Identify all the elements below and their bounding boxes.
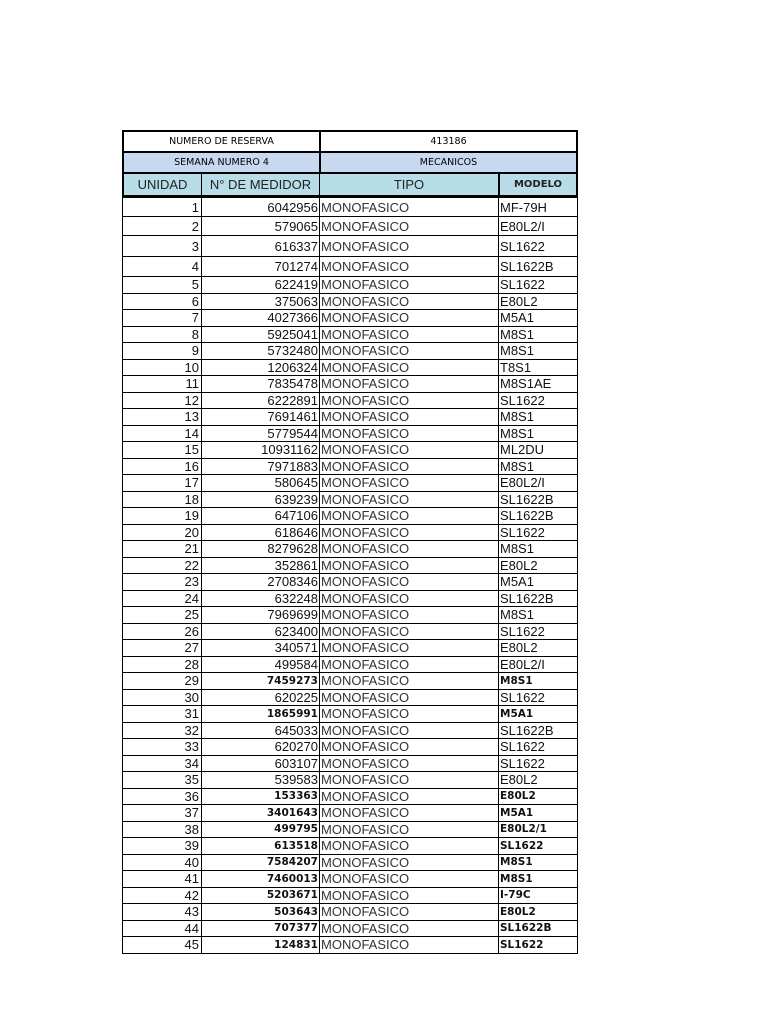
cell-unidad: 8 [123, 327, 202, 343]
cell-tipo: MONOFASICO [321, 557, 410, 573]
table-row [123, 326, 577, 343]
cell-modelo: SL1622B [498, 723, 577, 739]
table-row [123, 342, 577, 359]
table-row [123, 606, 577, 623]
table-row [123, 507, 577, 524]
cell-modelo: E80L2 [498, 789, 577, 805]
cell-tipo: MONOFASICO [321, 442, 410, 458]
cell-unidad: 20 [123, 525, 202, 541]
cell-unidad: 42 [123, 888, 202, 904]
cell-modelo: M8S1 [498, 673, 577, 689]
table-row [123, 788, 577, 805]
cell-unidad: 10 [123, 360, 202, 376]
cell-tipo: MONOFASICO [321, 838, 410, 854]
cell-unidad: 15 [123, 442, 202, 458]
table-row [123, 672, 577, 689]
cell-modelo: M8S1 [498, 327, 577, 343]
table-row [123, 524, 577, 541]
cell-tipo: MONOFASICO [321, 821, 410, 837]
cell-modelo: SL1622 [498, 393, 577, 409]
table-row [123, 854, 577, 871]
cell-medidor: 499795 [202, 822, 320, 838]
cell-unidad: 38 [123, 822, 202, 838]
cell-medidor: 701274 [202, 257, 320, 276]
cell-medidor: 4027366 [202, 310, 320, 326]
table-row [123, 722, 577, 739]
cell-medidor: 7971883 [202, 459, 320, 475]
reserva-value: 413186 [430, 136, 467, 147]
cell-medidor: 539583 [202, 772, 320, 788]
cell-unidad: 3 [123, 236, 202, 256]
cell-tipo: MONOFASICO [321, 656, 410, 672]
cell-medidor: 580645 [202, 475, 320, 491]
cell-modelo: SL1622B [498, 492, 577, 508]
cell-medidor: 7835478 [202, 376, 320, 392]
table-row [123, 804, 577, 821]
table-row [123, 392, 577, 409]
table-row [123, 441, 577, 458]
cell-modelo: SL1622B [498, 257, 577, 276]
table-row [123, 293, 577, 310]
cell-unidad: 40 [123, 855, 202, 871]
cell-tipo: MONOFASICO [321, 458, 410, 474]
cell-modelo: M8S1 [498, 343, 577, 359]
cell-medidor: 1865991 [202, 706, 320, 722]
cell-tipo: MONOFASICO [321, 409, 410, 425]
cell-unidad: 37 [123, 805, 202, 821]
table-row [123, 276, 577, 293]
cell-tipo: MONOFASICO [321, 755, 410, 771]
table-row [123, 903, 577, 920]
cell-tipo: MONOFASICO [321, 706, 410, 722]
table-row [123, 256, 577, 276]
cell-modelo: M8S1 [498, 459, 577, 475]
header-medidor: N° DE MEDIDOR [202, 174, 320, 195]
cell-unidad: 2 [123, 217, 202, 235]
cell-unidad: 30 [123, 690, 202, 706]
cell-modelo: E80L2 [498, 640, 577, 656]
table-row [123, 375, 577, 392]
table-body [122, 197, 578, 954]
cell-medidor: 579065 [202, 217, 320, 235]
cell-tipo: MONOFASICO [321, 607, 410, 623]
cell-unidad: 18 [123, 492, 202, 508]
cell-tipo: MONOFASICO [321, 920, 410, 936]
cell-unidad: 22 [123, 558, 202, 574]
table-row [123, 738, 577, 755]
table-row [123, 623, 577, 640]
cell-unidad: 25 [123, 607, 202, 623]
cell-medidor: 503643 [202, 904, 320, 920]
cell-tipo: MONOFASICO [321, 673, 410, 689]
table-row [123, 936, 577, 953]
table-row [123, 639, 577, 656]
cell-modelo: SL1622 [498, 739, 577, 755]
cell-medidor: 6042956 [202, 198, 320, 216]
cell-medidor: 645033 [202, 723, 320, 739]
cell-tipo: MONOFASICO [321, 904, 410, 920]
cell-medidor: 647106 [202, 508, 320, 524]
cell-modelo: E80L2 [498, 772, 577, 788]
table-row [123, 590, 577, 607]
cell-modelo: E80L2 [498, 294, 577, 310]
cell-unidad: 7 [123, 310, 202, 326]
cell-modelo: E80L2/I [498, 217, 577, 235]
cell-medidor: 620225 [202, 690, 320, 706]
cell-tipo: MONOFASICO [321, 293, 410, 309]
cell-tipo: MONOFASICO [321, 359, 410, 375]
cell-modelo: M5A1 [498, 805, 577, 821]
table-row [123, 771, 577, 788]
cell-unidad: 4 [123, 257, 202, 276]
cell-medidor: 5732480 [202, 343, 320, 359]
table-row [123, 870, 577, 887]
cell-tipo: MONOFASICO [321, 425, 410, 441]
cell-medidor: 7459273 [202, 673, 320, 689]
cell-modelo: M5A1 [498, 706, 577, 722]
cell-tipo: MONOFASICO [321, 524, 410, 540]
cell-unidad: 6 [123, 294, 202, 310]
cell-modelo: SL1622 [498, 236, 577, 256]
cell-tipo: MONOFASICO [321, 259, 410, 274]
cell-tipo: MONOFASICO [321, 854, 410, 870]
cell-modelo: SL1622 [498, 525, 577, 541]
cell-medidor: 153363 [202, 789, 320, 805]
table-row [123, 821, 577, 838]
cell-unidad: 24 [123, 591, 202, 607]
cell-modelo: E80L2 [498, 904, 577, 920]
reserva-row [122, 130, 578, 153]
cell-modelo: SL1622B [498, 921, 577, 937]
cell-tipo: MONOFASICO [321, 937, 410, 953]
cell-tipo: MONOFASICO [321, 238, 410, 254]
cell-medidor: 603107 [202, 756, 320, 772]
cell-unidad: 26 [123, 624, 202, 640]
cell-unidad: 21 [123, 541, 202, 557]
cell-tipo: MONOFASICO [321, 805, 410, 821]
cell-tipo: MONOFASICO [321, 722, 410, 738]
table-row [123, 755, 577, 772]
cell-modelo: M8S1 [498, 426, 577, 442]
table-row [123, 573, 577, 590]
semana-label: SEMANA NUMERO 4 [124, 153, 321, 172]
cell-modelo: M8S1 [498, 607, 577, 623]
cell-tipo: MONOFASICO [321, 343, 410, 359]
table-row [123, 235, 577, 256]
cell-tipo: MONOFASICO [321, 199, 410, 215]
cell-medidor: 340571 [202, 640, 320, 656]
cell-modelo: SL1622B [498, 591, 577, 607]
table-row [123, 557, 577, 574]
table-row [123, 359, 577, 376]
header-modelo: MODELO [498, 172, 578, 197]
reserva-label: NUMERO DE RESERVA [124, 132, 321, 151]
cell-modelo: SL1622 [498, 756, 577, 772]
cell-unidad: 45 [123, 937, 202, 953]
cell-tipo: MONOFASICO [321, 887, 410, 903]
cell-medidor: 3401643 [202, 805, 320, 821]
cell-unidad: 9 [123, 343, 202, 359]
cell-tipo: MONOFASICO [321, 376, 410, 392]
cell-modelo: E80L2 [498, 558, 577, 574]
cell-modelo: SL1622 [498, 690, 577, 706]
cell-unidad: 39 [123, 838, 202, 854]
cell-modelo: ML2DU [498, 442, 577, 458]
cell-medidor: 5203671 [202, 888, 320, 904]
cell-unidad: 43 [123, 904, 202, 920]
cell-medidor: 623400 [202, 624, 320, 640]
cell-unidad: 29 [123, 673, 202, 689]
cell-medidor: 7584207 [202, 855, 320, 871]
cell-modelo: E80L2/I [498, 475, 577, 491]
cell-tipo: MONOFASICO [321, 541, 410, 557]
cell-unidad: 28 [123, 657, 202, 673]
cell-tipo: MONOFASICO [321, 491, 410, 507]
cell-modelo: M5A1 [498, 310, 577, 326]
table-row [123, 216, 577, 235]
cell-modelo: E80L2/1 [498, 822, 577, 838]
cell-unidad: 11 [123, 376, 202, 392]
cell-unidad: 16 [123, 459, 202, 475]
cell-unidad: 12 [123, 393, 202, 409]
cell-medidor: 352861 [202, 558, 320, 574]
table-row [123, 689, 577, 706]
cell-unidad: 35 [123, 772, 202, 788]
cell-modelo: M8S1 [498, 871, 577, 887]
cell-tipo: MONOFASICO [321, 772, 410, 788]
cell-tipo: MONOFASICO [321, 623, 410, 639]
cell-unidad: 14 [123, 426, 202, 442]
cell-unidad: 32 [123, 723, 202, 739]
cell-tipo: MONOFASICO [321, 508, 410, 524]
cell-medidor: 616337 [202, 236, 320, 256]
cell-medidor: 618646 [202, 525, 320, 541]
cell-modelo: SL1622B [498, 508, 577, 524]
cell-tipo: MONOFASICO [321, 788, 410, 804]
cell-tipo: MONOFASICO [321, 871, 410, 887]
cell-medidor: 632248 [202, 591, 320, 607]
table-row [123, 656, 577, 673]
table-row [123, 197, 577, 216]
cell-unidad: 36 [123, 789, 202, 805]
cell-unidad: 41 [123, 871, 202, 887]
cell-tipo: MONOFASICO [321, 392, 410, 408]
table-row [123, 491, 577, 508]
cell-medidor: 5925041 [202, 327, 320, 343]
table-row [123, 425, 577, 442]
cell-tipo: MONOFASICO [321, 310, 410, 326]
cell-tipo: MONOFASICO [321, 739, 410, 755]
cell-modelo: SL1622 [498, 277, 577, 293]
cell-unidad: 27 [123, 640, 202, 656]
header-tipo: TIPO [393, 177, 425, 192]
cell-medidor: 1206324 [202, 360, 320, 376]
cell-medidor: 499584 [202, 657, 320, 673]
cell-tipo: MONOFASICO [321, 277, 410, 293]
cell-medidor: 375063 [202, 294, 320, 310]
cell-modelo: M8S1AE [498, 376, 577, 392]
cell-tipo: MONOFASICO [321, 689, 410, 705]
cell-modelo: I-79C [498, 888, 577, 904]
cell-unidad: 33 [123, 739, 202, 755]
meter-table [122, 130, 578, 954]
cell-unidad: 34 [123, 756, 202, 772]
cell-unidad: 13 [123, 409, 202, 425]
cell-medidor: 5779544 [202, 426, 320, 442]
column-header-row [122, 174, 578, 197]
cell-tipo: MONOFASICO [321, 218, 410, 234]
cell-modelo: SL1622 [498, 624, 577, 640]
header-unidad: UNIDAD [124, 174, 202, 195]
table-row [123, 474, 577, 491]
table-row [123, 408, 577, 425]
cell-modelo: M8S1 [498, 855, 577, 871]
cell-unidad: 44 [123, 921, 202, 937]
cell-modelo: SL1622 [498, 937, 577, 953]
cell-unidad: 19 [123, 508, 202, 524]
cell-modelo: M5A1 [498, 574, 577, 590]
cell-tipo: MONOFASICO [321, 590, 410, 606]
cell-modelo: MF-79H [498, 198, 577, 216]
table-row [123, 540, 577, 557]
cell-unidad: 1 [123, 198, 202, 216]
cell-tipo: MONOFASICO [321, 574, 410, 590]
table-row [123, 705, 577, 722]
cell-modelo: SL1622 [498, 838, 577, 854]
cell-modelo: M8S1 [498, 409, 577, 425]
cell-medidor: 7969699 [202, 607, 320, 623]
semana-row [122, 153, 578, 174]
cell-modelo: M8S1 [498, 541, 577, 557]
table-row [123, 887, 577, 904]
table-row [123, 309, 577, 326]
cell-medidor: 639239 [202, 492, 320, 508]
table-row [123, 837, 577, 854]
cell-unidad: 5 [123, 277, 202, 293]
cell-unidad: 31 [123, 706, 202, 722]
cell-medidor: 7691461 [202, 409, 320, 425]
cell-medidor: 8279628 [202, 541, 320, 557]
cell-unidad: 17 [123, 475, 202, 491]
cell-medidor: 7460013 [202, 871, 320, 887]
cell-medidor: 622419 [202, 277, 320, 293]
cell-tipo: MONOFASICO [321, 475, 410, 491]
cell-medidor: 10931162 [202, 442, 320, 458]
cell-tipo: MONOFASICO [321, 326, 410, 342]
cell-unidad: 23 [123, 574, 202, 590]
cell-tipo: MONOFASICO [321, 640, 410, 656]
semana-value: MECANICOS [419, 157, 478, 168]
table-row [123, 920, 577, 937]
cell-medidor: 620270 [202, 739, 320, 755]
cell-modelo: E80L2/I [498, 657, 577, 673]
table-row [123, 458, 577, 475]
cell-medidor: 2708346 [202, 574, 320, 590]
cell-medidor: 6222891 [202, 393, 320, 409]
cell-medidor: 613518 [202, 838, 320, 854]
cell-medidor: 707377 [202, 921, 320, 937]
cell-modelo: T8S1 [498, 360, 577, 376]
cell-medidor: 124831 [202, 937, 320, 953]
